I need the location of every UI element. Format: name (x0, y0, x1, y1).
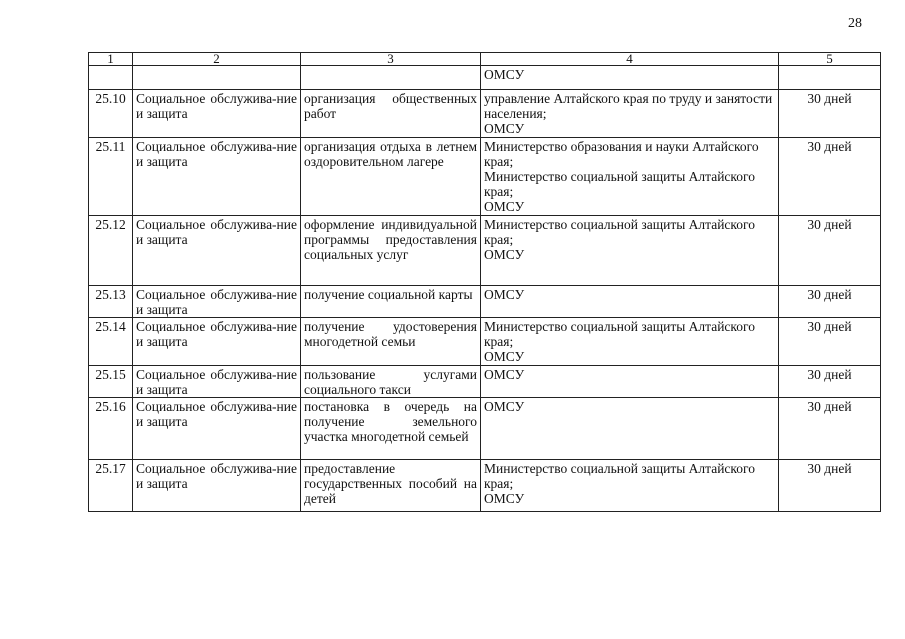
cell-days: 30 дней (779, 90, 881, 138)
cell-authority (481, 366, 779, 398)
header-cell-1: 1 (89, 53, 133, 66)
cell-service (301, 66, 481, 90)
cell-sphere: Социальное обслужива-ние и защита (133, 286, 301, 318)
cell-authority (481, 398, 779, 460)
authority-line: ОМСУ (484, 491, 525, 506)
cell-days: 30 дней (779, 286, 881, 318)
authority-line: управление Алтайского края по труду и занятости населения; (484, 91, 773, 121)
authority-line: Министерство образования и науки Алтайского края; (484, 139, 759, 169)
cell-num: 25.17 (89, 460, 133, 512)
cell-authority: ОМСУ (481, 66, 779, 90)
cell-sphere: Социальное обслужива-ние и защита (133, 398, 301, 460)
cell-sphere: Социальное обслужива-ние и защита (133, 318, 301, 366)
cell-service: постановка в очередь на получение земельного участка многодетной семьей (301, 398, 481, 460)
cell-days (779, 66, 881, 90)
services-table (88, 52, 881, 512)
cell-num: 25.15 (89, 366, 133, 398)
cell-service: организация отдыха в летнем оздоровительном лагере (301, 138, 481, 216)
cell-days: 30 дней (779, 318, 881, 366)
cell-num (89, 66, 133, 90)
authority-line: ОМСУ (484, 287, 525, 302)
cell-authority (481, 286, 779, 318)
cell-sphere: Социальное обслужива-ние и защита (133, 366, 301, 398)
table-row (89, 138, 881, 216)
authority-line: Министерство социальной защиты Алтайского края; (484, 169, 756, 199)
table-row (89, 90, 881, 138)
cell-days: 30 дней (779, 216, 881, 286)
table-row (89, 398, 881, 460)
header-cell-5: 5 (779, 53, 881, 66)
table-row (89, 366, 881, 398)
cell-service: получение социальной карты (301, 286, 481, 318)
authority-line: ОМСУ (484, 399, 525, 414)
authority-line: ОМСУ (484, 247, 525, 262)
authority-line: ОМСУ (484, 367, 525, 382)
cell-days: 30 дней (779, 366, 881, 398)
cell-service: организация общественных работ (301, 90, 481, 138)
cell-num: 25.13 (89, 286, 133, 318)
cell-days: 30 дней (779, 460, 881, 512)
authority-line: Министерство социальной защиты Алтайского края; (484, 461, 756, 491)
cell-sphere (133, 66, 301, 90)
table-row (89, 318, 881, 366)
cell-sphere: Социальное обслужива-ние и защита (133, 460, 301, 512)
cell-service: получение удостоверения многодетной семьи (301, 318, 481, 366)
header-cell-2: 2 (133, 53, 301, 66)
table-row (89, 286, 881, 318)
cell-service: пользование услугами социального такси (301, 366, 481, 398)
cell-sphere: Социальное обслужива-ние и защита (133, 216, 301, 286)
cell-authority (481, 216, 779, 286)
cell-authority (481, 460, 779, 512)
cell-authority (481, 138, 779, 216)
cell-authority (481, 90, 779, 138)
cell-days: 30 дней (779, 138, 881, 216)
authority-line: Министерство социальной защиты Алтайского края; (484, 217, 756, 247)
cell-num: 25.11 (89, 138, 133, 216)
header-cell-3: 3 (301, 53, 481, 66)
cell-sphere: Социальное обслужива-ние и защита (133, 90, 301, 138)
authority-line: ОМСУ (484, 199, 525, 214)
cell-service: оформление индивидуальной программы предоставления социальных услуг (301, 216, 481, 286)
continuation-row (89, 66, 881, 90)
cell-days: 30 дней (779, 398, 881, 460)
table-row (89, 216, 881, 286)
header-row (89, 53, 881, 66)
cell-num: 25.12 (89, 216, 133, 286)
cell-sphere: Социальное обслужива-ние и защита (133, 138, 301, 216)
cell-num: 25.16 (89, 398, 133, 460)
cell-service: предоставление государственных пособий на детей (301, 460, 481, 512)
authority-line: Министерство социальной защиты Алтайского края; (484, 319, 756, 349)
cell-authority (481, 318, 779, 366)
authority-line: ОМСУ (484, 349, 525, 364)
page-number: 28 (848, 16, 862, 31)
cell-num: 25.14 (89, 318, 133, 366)
cell-num: 25.10 (89, 90, 133, 138)
table-row (89, 460, 881, 512)
authority-line: ОМСУ (484, 121, 525, 136)
header-cell-4: 4 (481, 53, 779, 66)
